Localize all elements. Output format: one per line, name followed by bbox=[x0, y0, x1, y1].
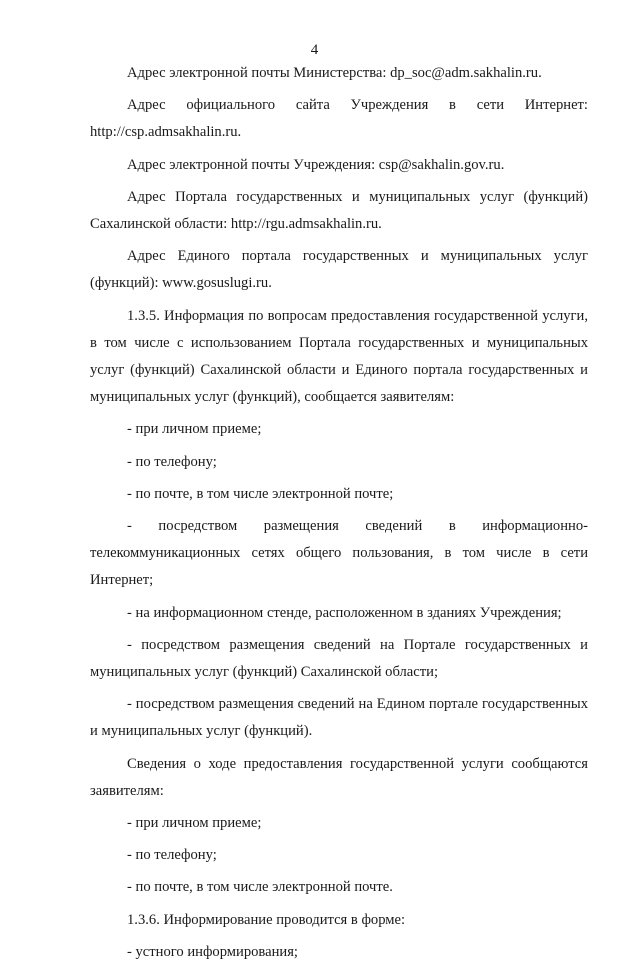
list-item: - посредством размещения сведений в информационно-телекоммуникационных сетях общего пользования, в том числе в сети Интернет; bbox=[90, 518, 588, 589]
list-item: - по телефону; bbox=[127, 847, 217, 864]
page-number: 4 bbox=[310, 42, 319, 58]
paragraph-ministry-email: Адрес электронной почты Министерства: dp_soc@adm.sakhalin.ru. bbox=[127, 65, 542, 81]
paragraph-section-1-3-5: 1.3.5. Информация по вопросам предоставления государственной услуги, в том числе с использованием Портала государственных и муниципальных услуг (функций) Сахалинской области и Единого портала государственных и муниципальных услуг (функций), сообщается заявителям: bbox=[90, 307, 588, 406]
paragraph-unified-portal: Адрес Единого портала государственных и муниципальных услуг (функций): www.gosuslugi.ru. bbox=[90, 248, 588, 292]
list-item: - по почте, в том числе электронной почте; bbox=[127, 485, 394, 502]
list-item: - на информационном стенде, расположенном в зданиях Учреждения; bbox=[127, 604, 562, 621]
list-item: - при личном приеме; bbox=[127, 421, 262, 438]
document-body bbox=[90, 60, 588, 966]
paragraph-institution-email: Адрес электронной почты Учреждения: csp@sakhalin.gov.ru. bbox=[127, 156, 505, 173]
list-item: - устного информирования; bbox=[127, 943, 298, 960]
list-item: - при личном приеме; bbox=[127, 815, 262, 832]
list-item: - посредством размещения сведений на Портале государственных и муниципальных услуг (функций) Сахалинской области; bbox=[90, 636, 588, 681]
list-item: - по почте, в том числе электронной почте. bbox=[127, 879, 393, 896]
list-item: - посредством размещения сведений на Едином портале государственных и муниципальных услуг (функций). bbox=[90, 696, 588, 740]
paragraph-regional-portal: Адрес Портала государственных и муниципальных услуг (функций) Сахалинской области: http://rgu.admsakhalin.ru. bbox=[90, 188, 588, 233]
list-item: - по телефону; bbox=[127, 453, 217, 470]
paragraph-section-1-3-6: 1.3.6. Информирование проводится в форме: bbox=[127, 911, 406, 928]
paragraph-status-info: Сведения о ходе предоставления государственной услуги сообщаются заявителям: bbox=[90, 755, 588, 799]
paragraph-institution-website: Адрес официального сайта Учреждения в сети Интернет: http://csp.admsakhalin.ru. bbox=[90, 97, 588, 141]
